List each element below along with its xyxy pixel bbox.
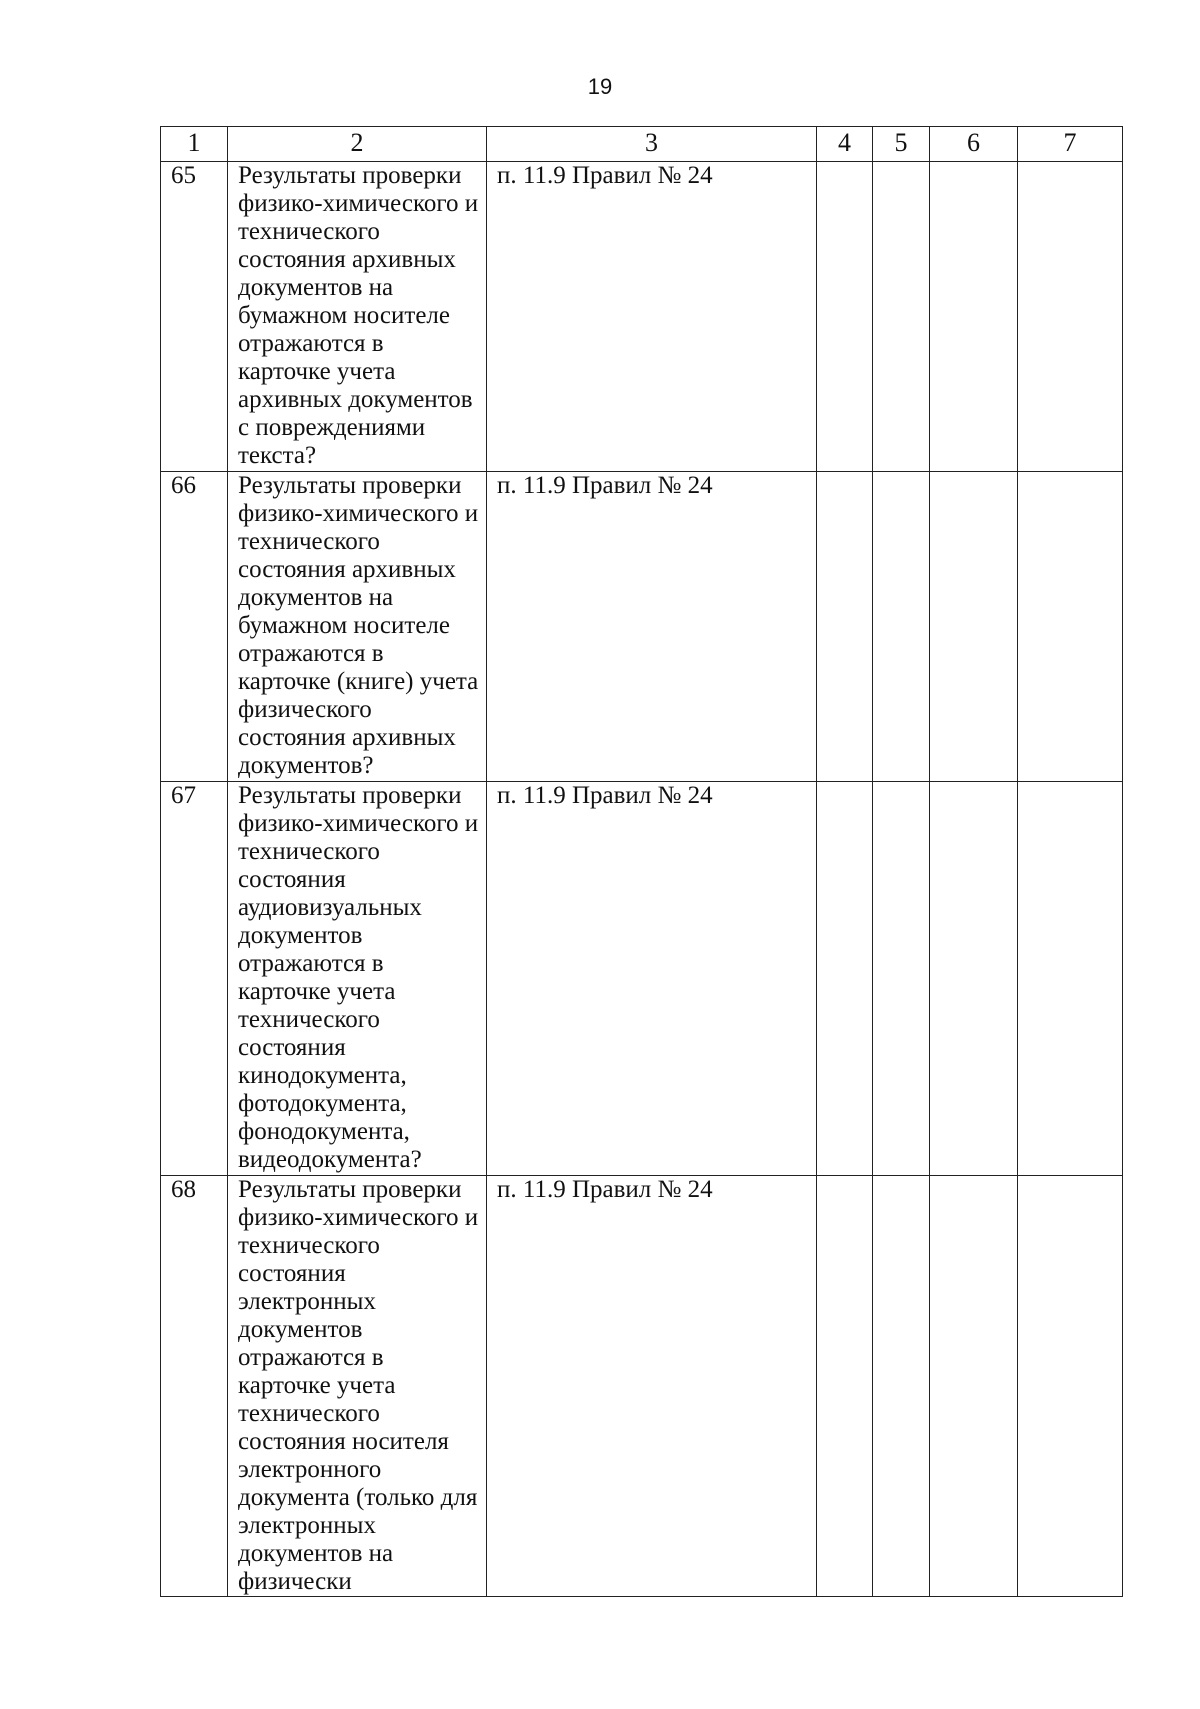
- question-line: состояния архивных: [238, 724, 456, 751]
- checklist-table: [160, 126, 1123, 1597]
- cell-col-7: [1018, 162, 1123, 472]
- question-line: карточке учета: [238, 358, 396, 385]
- cell-col-4: [817, 1176, 873, 1597]
- question-line: электронных: [238, 1288, 376, 1315]
- question-line: бумажном носителе: [238, 612, 450, 639]
- question-line: технического: [238, 1400, 380, 1427]
- table-row: [161, 162, 1123, 472]
- header-col-3: 3: [487, 127, 817, 162]
- question-line: с повреждениями: [238, 414, 426, 441]
- cell-col-5: [873, 162, 930, 472]
- cell-col-4: [817, 472, 873, 782]
- question-line: технического: [238, 218, 380, 245]
- question-line: состояния: [238, 1260, 346, 1287]
- question-line: документов: [238, 922, 363, 949]
- table-row: [161, 782, 1123, 1176]
- header-col-4: 4: [817, 127, 873, 162]
- question-line: состояния: [238, 1034, 346, 1061]
- question-line: Результаты проверки: [238, 472, 462, 499]
- question-line: документов на: [238, 274, 394, 301]
- question-line: состояния архивных: [238, 556, 456, 583]
- question-line: документа (только для: [238, 1484, 478, 1511]
- question-line: отражаются в: [238, 640, 384, 667]
- table-row: [161, 1176, 1123, 1597]
- reference-cell: п. 11.9 Правил № 24: [487, 1176, 817, 1597]
- question-line: физически: [238, 1568, 352, 1595]
- question-line: Результаты проверки: [238, 1176, 462, 1203]
- question-line: кинодокумента,: [238, 1062, 407, 1089]
- question-line: технического: [238, 838, 380, 865]
- row-number: 66: [161, 472, 228, 782]
- reference-cell: п. 11.9 Правил № 24: [487, 472, 817, 782]
- question-line: документов?: [238, 752, 374, 779]
- header-col-1: 1: [161, 127, 228, 162]
- cell-col-6: [930, 782, 1018, 1176]
- header-col-7: 7: [1018, 127, 1123, 162]
- cell-col-7: [1018, 1176, 1123, 1597]
- question-line: карточке учета: [238, 1372, 396, 1399]
- question-cell: [228, 1176, 487, 1597]
- question-line: видеодокумента?: [238, 1146, 422, 1173]
- cell-col-6: [930, 472, 1018, 782]
- question-line: физико-химического и: [238, 500, 479, 527]
- question-line: фотодокумента,: [238, 1090, 407, 1117]
- question-line: карточке (книге) учета: [238, 668, 479, 695]
- question-line: технического: [238, 528, 380, 555]
- cell-col-5: [873, 782, 930, 1176]
- reference-cell: п. 11.9 Правил № 24: [487, 162, 817, 472]
- question-cell: [228, 782, 487, 1176]
- header-col-5: 5: [873, 127, 930, 162]
- question-line: физического: [238, 696, 372, 723]
- question-line: состояния: [238, 866, 346, 893]
- question-cell: [228, 472, 487, 782]
- cell-col-7: [1018, 472, 1123, 782]
- cell-col-5: [873, 472, 930, 782]
- cell-col-7: [1018, 782, 1123, 1176]
- table-row: [161, 472, 1123, 782]
- cell-col-5: [873, 1176, 930, 1597]
- question-cell: [228, 162, 487, 472]
- question-line: отражаются в: [238, 950, 384, 977]
- reference-cell: п. 11.9 Правил № 24: [487, 782, 817, 1176]
- question-line: технического: [238, 1006, 380, 1033]
- question-line: бумажном носителе: [238, 302, 450, 329]
- row-number: 65: [161, 162, 228, 472]
- question-line: состояния носителя: [238, 1428, 449, 1455]
- question-line: физико-химического и: [238, 810, 479, 837]
- question-line: Результаты проверки: [238, 782, 462, 809]
- question-line: документов на: [238, 584, 394, 611]
- cell-col-4: [817, 782, 873, 1176]
- question-line: архивных документов: [238, 386, 473, 413]
- header-col-6: 6: [930, 127, 1018, 162]
- question-line: отражаются в: [238, 330, 384, 357]
- question-line: документов на: [238, 1540, 394, 1567]
- page-number: 19: [587, 74, 613, 99]
- question-line: электронного: [238, 1456, 382, 1483]
- row-number: 67: [161, 782, 228, 1176]
- question-line: физико-химического и: [238, 1204, 479, 1231]
- question-line: фонодокумента,: [238, 1118, 410, 1145]
- question-line: технического: [238, 1232, 380, 1259]
- question-line: физико-химического и: [238, 190, 479, 217]
- question-line: состояния архивных: [238, 246, 456, 273]
- question-line: Результаты проверки: [238, 162, 462, 189]
- row-number: 68: [161, 1176, 228, 1597]
- question-line: аудиовизуальных: [238, 894, 422, 921]
- question-line: текста?: [238, 442, 317, 469]
- question-line: документов: [238, 1316, 363, 1343]
- header-col-2: 2: [228, 127, 487, 162]
- cell-col-6: [930, 162, 1018, 472]
- table-header-row: [161, 127, 1123, 162]
- cell-col-6: [930, 1176, 1018, 1597]
- question-line: электронных: [238, 1512, 376, 1539]
- question-line: отражаются в: [238, 1344, 384, 1371]
- cell-col-4: [817, 162, 873, 472]
- question-line: карточке учета: [238, 978, 396, 1005]
